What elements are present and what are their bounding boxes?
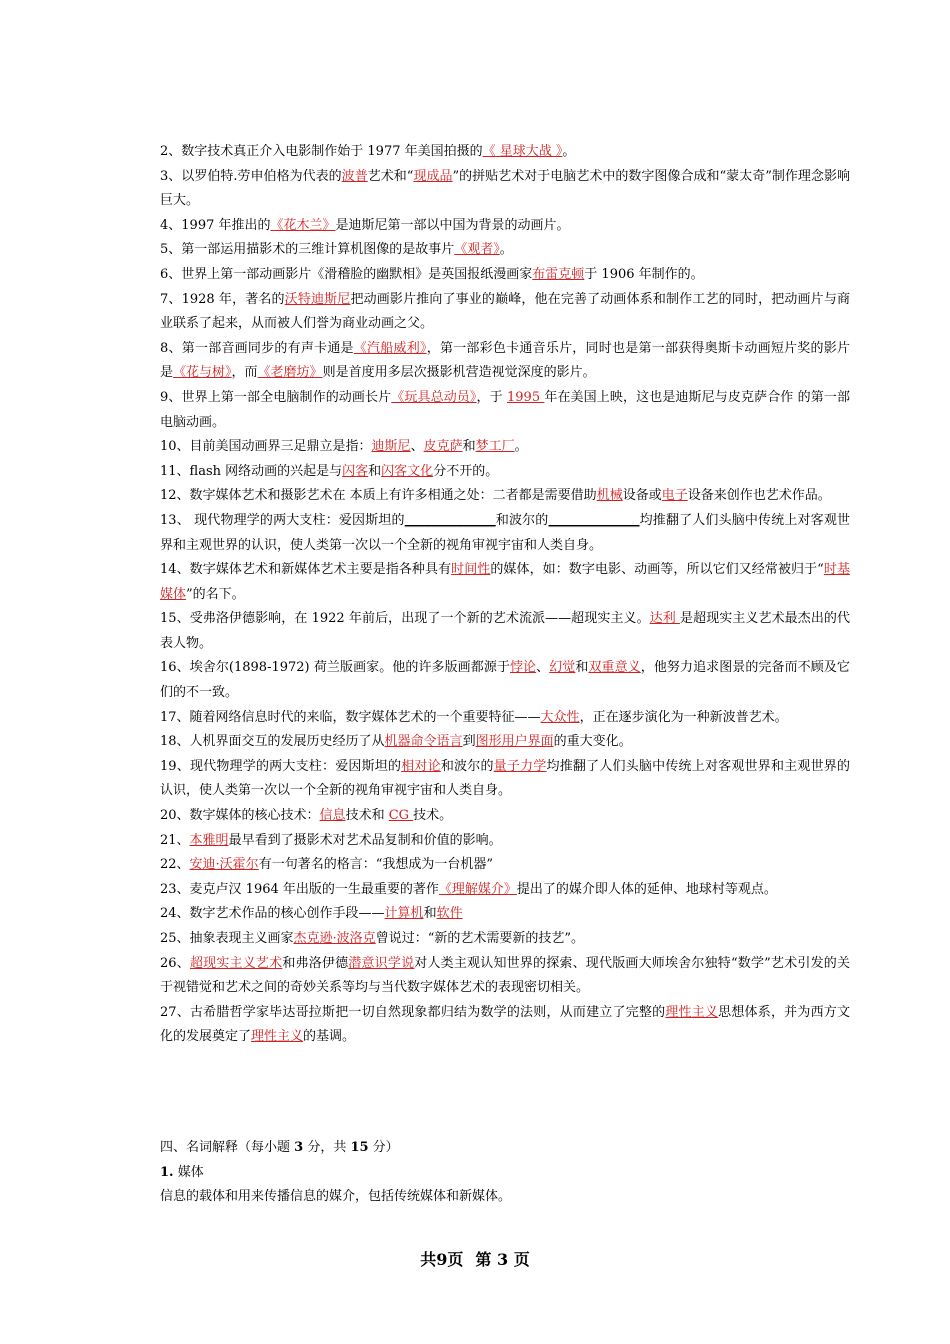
question-q16 xyxy=(160,656,850,705)
question-text: 设备或 xyxy=(622,488,662,504)
question-text: 13、 现代物理学的两大支柱：爱因斯坦的 xyxy=(160,512,405,528)
answer-text: 《理解媒介》 xyxy=(438,881,517,897)
answer-text: 计算机 xyxy=(384,906,424,922)
question-q20 xyxy=(160,804,850,829)
question-text: ，第一部彩色卡通音乐片，同时也是第一部获得奥斯卡动画短片奖的影片是 xyxy=(160,340,850,381)
question-q21 xyxy=(160,829,850,854)
question-q10 xyxy=(160,435,850,460)
answer-text: 悖论 xyxy=(509,660,537,676)
answer-text: 相对论 xyxy=(401,758,441,774)
question-text: 24、数字艺术作品的核心创作手段—— xyxy=(160,906,385,922)
question-text: 和 xyxy=(462,439,476,455)
answer-text: 《 星球大战 》 xyxy=(482,144,563,159)
question-q11 xyxy=(160,460,850,485)
question-q9 xyxy=(160,386,850,435)
answer-text: 《观者》 xyxy=(454,242,500,258)
answer-text: 机械 xyxy=(596,488,623,504)
question-text: 16、埃舍尔(1898-1972) 荷兰版画家。他的许多版画都源于 xyxy=(160,660,510,676)
page-footer xyxy=(0,1247,950,1270)
answer-text: 本雅明 xyxy=(189,832,229,848)
question-text: 的媒体，如：数字电影、动画等，所以它们又经常被归于“ xyxy=(490,562,824,578)
question-text: ，正在逐步演化为一种新波普艺术。 xyxy=(579,709,788,725)
question-text: 18、人机界面交互的发展历史经历了从 xyxy=(160,734,385,750)
question-text: 的重大变化。 xyxy=(553,734,632,750)
question-q18 xyxy=(160,730,850,755)
question-text: 6、世界上第一部动画影片《滑稽脸的幽默相》是英国报纸漫画家 xyxy=(160,266,533,282)
question-text: ，他努力追求图景的完备而不顾及它们的不一致。 xyxy=(160,660,850,701)
question-text: 12、数字媒体艺术和摄影艺术在 本质上有许多相通之处：二者都是需要借助 xyxy=(160,488,597,504)
answer-text: 时基媒体 xyxy=(160,562,850,602)
answer-text: 时间性 xyxy=(451,562,491,578)
question-text: 8、第一部音画同步的有声卡通是 xyxy=(160,340,354,356)
question-text: 把动画影片推向了事业的巅峰，他在完善了动画体系和制作工艺的同时，把动画片与商业联系了起来，从而被人们誉为商业动画之父。 xyxy=(160,291,850,332)
question-q2 xyxy=(160,140,850,165)
question-text: 。 xyxy=(562,144,576,159)
question-text: 思想体系，并为西方文化的发展奠定了 xyxy=(160,1004,850,1045)
answer-text: 软件 xyxy=(436,906,463,922)
answer-text: 杰克逊·波洛克 xyxy=(293,931,376,946)
question-q17 xyxy=(160,706,850,731)
answer-text: 安迪·沃霍尔 xyxy=(189,857,259,873)
answer-text: 迪斯尼 xyxy=(371,439,411,455)
question-text: 艺术和“ xyxy=(367,168,414,184)
answer-text: 沃特迪斯尼 xyxy=(284,291,351,307)
question-text: 分不开的。 xyxy=(433,463,499,479)
question-text: 14、数字媒体艺术和新媒体艺术主要是指各种具有 xyxy=(160,562,452,578)
question-list xyxy=(160,140,850,1050)
question-text: 20、数字媒体的核心技术： xyxy=(160,808,320,824)
question-text: 19、现代物理学的两大支柱：爱因斯坦的 xyxy=(160,758,402,774)
answer-text: 幻觉 xyxy=(549,660,576,676)
question-text: 则是首度用多层次摄影机营造视觉深度的影片。 xyxy=(322,365,596,381)
answer-text: 图形用户界面 xyxy=(475,734,554,750)
question-text: 最早看到了摄影术对艺术品复制和价值的影响。 xyxy=(228,832,502,848)
answer-blank: ______________ xyxy=(404,512,496,528)
section-heading: 四、名词解释（每小题 3 分，共 15 分） xyxy=(160,1140,399,1155)
question-text: 21、 xyxy=(160,832,190,848)
question-text: 和波尔的 xyxy=(495,512,549,528)
answer-text: 超现实主义艺术 xyxy=(189,955,283,971)
question-q24 xyxy=(160,902,850,927)
question-text: 技术和 xyxy=(345,808,389,824)
answer-text: 大众性 xyxy=(540,709,580,725)
answer-text: 闪客 xyxy=(342,463,369,479)
question-text: 和 xyxy=(575,660,589,676)
question-text: ，于 xyxy=(476,389,507,405)
question-text: 到 xyxy=(462,734,476,750)
question-text: 3、以罗伯特.劳申伯格为代表的 xyxy=(160,168,342,184)
question-q5 xyxy=(160,238,850,263)
question-text: 年在美国上映，这也是迪斯尼与皮克萨合作 的第一部电脑动画。 xyxy=(160,389,850,430)
question-q12 xyxy=(160,484,850,509)
question-text: 和弗洛伊德 xyxy=(282,955,349,971)
question-q6 xyxy=(160,263,850,288)
question-text: 26、 xyxy=(160,955,190,971)
answer-text: 《汽船威利》 xyxy=(353,340,427,356)
question-text: 4、1997 年推出的 xyxy=(160,217,271,233)
question-text: 10、目前美国动画界三足鼎立是指： xyxy=(160,439,372,455)
question-text: 。 xyxy=(499,242,513,258)
question-q14 xyxy=(160,558,850,607)
question-text: ，而 xyxy=(231,365,258,381)
answer-text: CG xyxy=(388,808,414,824)
question-text: 均推翻了人们头脑中传统上对客观世界和主观世界的认识，使人类第一次以一个全新的视角审视宇宙和人类自身。 xyxy=(160,758,850,799)
question-text: ”的拼贴艺术对于电脑艺术中的数字图像合成和“蒙太奇”制作理念影响巨大。 xyxy=(160,168,850,209)
question-text: 17、随着网络信息时代的来临，数字媒体艺术的一个重要特征—— xyxy=(160,709,541,725)
section-4 xyxy=(160,1136,850,1210)
term-definition: 信息的载体和用来传播信息的媒介，包括传统媒体和新媒体。 xyxy=(160,1189,512,1205)
question-text: 。 xyxy=(514,439,528,455)
question-text: 是超现实主义艺术最杰出的代表人物。 xyxy=(160,611,850,651)
answer-text: 理性主义 xyxy=(665,1004,719,1020)
answer-text: 量子力学 xyxy=(493,758,547,774)
answer-text: 机器命令语言 xyxy=(384,734,463,750)
question-text: 的基调。 xyxy=(303,1029,356,1045)
question-text: 有一句著名的格言：“我想成为一台机器” xyxy=(258,857,493,873)
question-q26 xyxy=(160,952,850,1001)
question-text: 9、世界上第一部全电脑制作的动画长片 xyxy=(160,389,392,405)
question-text: 技术。 xyxy=(413,808,453,824)
question-q22 xyxy=(160,853,850,878)
question-text: 27、古希腊哲学家毕达哥拉斯把一切自然现象都归结为数学的法则，从而建立了完整的 xyxy=(160,1004,666,1020)
question-text: 、 xyxy=(536,660,550,676)
question-q3 xyxy=(160,165,850,214)
answer-text: 理性主义 xyxy=(251,1029,304,1045)
question-text: 5、第一部运用描影术的三维计算机图像的是故事片 xyxy=(160,242,455,258)
answer-text: 皮克萨 xyxy=(423,439,463,455)
answer-text: 《花木兰》 xyxy=(270,217,336,233)
answer-text: 梦工厂 xyxy=(475,439,515,455)
question-q7 xyxy=(160,288,850,337)
question-q8 xyxy=(160,337,850,386)
answer-text: 潜意识学说 xyxy=(348,955,415,971)
question-text: 对人类主观认知世界的探索、现代版画大师埃舍尔独特“数学”艺术引发的关于视错觉和艺术之间的奇妙关系等均与当代数字媒体艺术的表现密切相关。 xyxy=(160,955,850,996)
term-item: 1. 媒体 xyxy=(160,1164,204,1180)
answer-text: 达利 xyxy=(649,611,681,627)
question-text: 和 xyxy=(423,906,437,922)
answer-text: 《老磨坊》 xyxy=(257,365,323,381)
answer-text: 闪客文化 xyxy=(381,463,434,479)
question-text: 和波尔的 xyxy=(440,758,494,774)
question-text: 2、数字技术真正介入电影制作始于 1977 年美国拍摄的 xyxy=(160,144,483,159)
answer-text: 《玩具总动员》 xyxy=(391,389,477,405)
answer-blank: ______________ xyxy=(548,512,640,528)
current-page: 第 3 页 xyxy=(475,1250,530,1269)
question-q4 xyxy=(160,214,850,239)
question-q25 xyxy=(160,927,850,952)
answer-text: 《花与树》 xyxy=(173,365,232,381)
answer-text: 电子 xyxy=(661,488,688,504)
question-text: 15、受弗洛伊德影响，在 1922 年前后，出现了一个新的艺术流派——超现实主义。 xyxy=(160,611,650,627)
question-text: 是迪斯尼第一部以中国为背景的动画片。 xyxy=(335,217,570,233)
question-q15 xyxy=(160,607,850,656)
question-q27 xyxy=(160,1001,850,1050)
question-text: ”的名下。 xyxy=(186,586,245,602)
total-pages: 共9页 xyxy=(420,1250,464,1269)
answer-text: 1995 xyxy=(507,389,545,405)
answer-text: 布雷克顿 xyxy=(532,266,585,282)
question-text: 提出了的媒介即人体的延伸、地球村等观点。 xyxy=(516,881,777,897)
question-text: 11、flash 网络动画的兴起是与 xyxy=(160,463,343,479)
question-text: 7、1928 年，著名的 xyxy=(160,291,285,307)
question-q23 xyxy=(160,878,850,903)
question-text: 25、抽象表现主义画家 xyxy=(160,931,294,946)
question-q19 xyxy=(160,755,850,804)
question-text: 均推翻了人们头脑中传统上对客观世界和主观世界的认识，使人类第一次以一个全新的视角审视宇宙和人类自身。 xyxy=(160,512,850,553)
answer-text: 信息 xyxy=(319,808,346,824)
question-q13 xyxy=(160,509,850,558)
answer-text: 波普 xyxy=(341,168,368,184)
question-text: 22、 xyxy=(160,857,190,873)
question-text: 设备来创作也艺术作品。 xyxy=(687,488,831,504)
question-text: 23、麦克卢汉 1964 年出版的一生最重要的著作 xyxy=(160,881,439,897)
answer-text: 双重意义 xyxy=(588,660,641,676)
question-text: 和 xyxy=(368,463,382,479)
question-text: 曾说过：“新的艺术需要新的技艺”。 xyxy=(375,931,584,946)
question-text: 、 xyxy=(410,439,424,455)
question-text: 于 1906 年制作的。 xyxy=(584,266,704,282)
answer-text: 现成品 xyxy=(413,168,453,184)
